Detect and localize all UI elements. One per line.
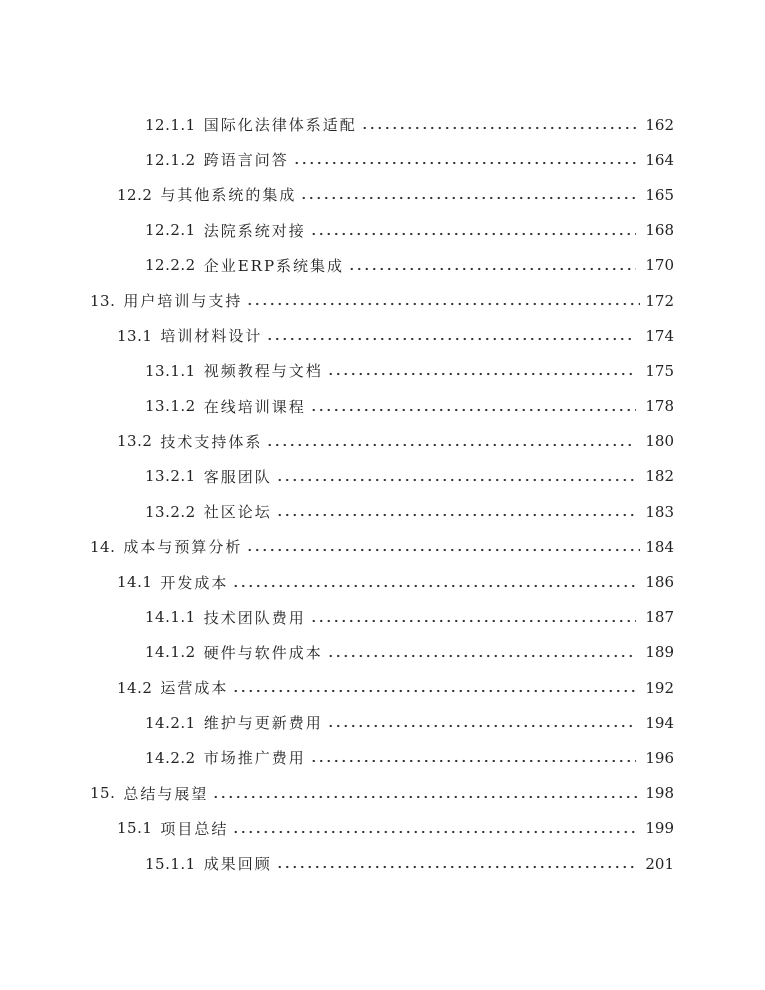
- toc-entry-number: 13.1.1: [145, 361, 196, 380]
- toc-entry-page-number: 172: [645, 291, 674, 310]
- toc-entry-title: 维护与更新费用: [203, 714, 323, 733]
- toc-entry-page-number: 192: [645, 678, 674, 697]
- dot-leader: [266, 434, 636, 449]
- toc-entry-number: 13.1.2: [145, 397, 196, 416]
- toc-entry-page-number: 182: [645, 467, 674, 486]
- toc-entry-number: 13.1: [117, 326, 153, 345]
- toc-entry-number: 14.2: [117, 678, 153, 697]
- dot-leader: [276, 504, 636, 519]
- toc-entry-page-number: 183: [645, 502, 674, 521]
- toc-entry-page-number: 186: [645, 573, 674, 592]
- toc-entry-level-3[interactable]: [0, 142, 765, 177]
- dot-leader: [293, 152, 636, 167]
- toc-entry-number: 12.2: [117, 185, 153, 204]
- toc-entry-number: 13.2.1: [145, 467, 196, 486]
- toc-entry-page-number: 165: [645, 185, 674, 204]
- dot-leader: [310, 610, 636, 625]
- toc-entry-level-2[interactable]: [0, 177, 765, 212]
- dot-leader: [246, 293, 640, 308]
- toc-entry-number: 14.2.2: [145, 748, 196, 767]
- toc-entry-level-2[interactable]: [0, 564, 765, 599]
- toc-entry-page-number: 174: [645, 326, 674, 345]
- toc-entry-level-3[interactable]: [0, 635, 765, 670]
- toc-entry-page-number: 184: [645, 537, 674, 556]
- toc-entry-title: 跨语言问答: [203, 151, 289, 170]
- toc-entry-page-number: 164: [645, 150, 674, 169]
- toc-entry-level-3[interactable]: [0, 389, 765, 424]
- toc-entry-level-3[interactable]: [0, 248, 765, 283]
- toc-entry-title: 开发成本: [160, 573, 229, 592]
- toc-entry-title: 技术团队费用: [203, 608, 306, 627]
- dot-leader: [232, 821, 636, 836]
- dot-leader: [310, 399, 636, 414]
- toc-entry-level-3[interactable]: [0, 600, 765, 635]
- toc-entry-title: 与其他系统的集成: [160, 186, 297, 205]
- table-of-contents: [0, 107, 765, 881]
- toc-entry-level-1[interactable]: [0, 776, 765, 811]
- toc-entry-title: 法院系统对接: [203, 221, 306, 240]
- toc-entry-level-3[interactable]: [0, 213, 765, 248]
- toc-entry-level-3[interactable]: [0, 494, 765, 529]
- toc-entry-number: 15.: [90, 784, 116, 803]
- toc-entry-level-3[interactable]: [0, 740, 765, 775]
- toc-entry-number: 12.2.2: [145, 256, 196, 275]
- toc-entry-number: 14.1: [117, 573, 153, 592]
- toc-entry-number: 14.2.1: [145, 713, 196, 732]
- toc-entry-page-number: 198: [645, 784, 674, 803]
- toc-entry-title: 总结与展望: [123, 784, 209, 803]
- toc-entry-title: 成本与预算分析: [123, 538, 243, 557]
- dot-leader: [348, 258, 636, 273]
- toc-entry-number: 12.1.2: [145, 150, 196, 169]
- toc-entry-title: 硬件与软件成本: [203, 643, 323, 662]
- dot-leader: [246, 539, 640, 554]
- toc-entry-page-number: 180: [645, 432, 674, 451]
- toc-entry-level-3[interactable]: [0, 459, 765, 494]
- toc-entry-title: 视频教程与文档: [203, 362, 323, 381]
- toc-entry-title: 成果回顾: [203, 855, 272, 874]
- dot-leader: [361, 117, 636, 132]
- toc-entry-level-3[interactable]: [0, 846, 765, 881]
- toc-entry-number: 13.: [90, 291, 116, 310]
- dot-leader: [310, 750, 636, 765]
- toc-entry-title: 国际化法律体系适配: [203, 116, 357, 135]
- toc-entry-number: 13.2: [117, 432, 153, 451]
- toc-entry-level-2[interactable]: [0, 811, 765, 846]
- toc-entry-title: 社区论坛: [203, 503, 272, 522]
- toc-entry-level-2[interactable]: [0, 670, 765, 705]
- toc-entry-title: 运营成本: [160, 679, 229, 698]
- dot-leader: [276, 856, 636, 871]
- toc-entry-page-number: 187: [645, 608, 674, 627]
- toc-entry-level-2[interactable]: [0, 424, 765, 459]
- toc-entry-title: 企业ERP系统集成: [203, 256, 345, 275]
- toc-entry-level-1[interactable]: [0, 283, 765, 318]
- toc-entry-page-number: 162: [645, 115, 674, 134]
- toc-entry-title: 项目总结: [160, 819, 229, 838]
- dot-leader: [327, 363, 636, 378]
- dot-leader: [266, 328, 636, 343]
- toc-entry-title: 技术支持体系: [160, 432, 263, 451]
- toc-entry-number: 14.1.2: [145, 643, 196, 662]
- toc-entry-page-number: 178: [645, 397, 674, 416]
- toc-entry-level-3[interactable]: [0, 705, 765, 740]
- toc-entry-page-number: 189: [645, 643, 674, 662]
- toc-entry-title: 培训材料设计: [160, 327, 263, 346]
- toc-entry-page-number: 175: [645, 361, 674, 380]
- toc-entry-title: 客服团队: [203, 467, 272, 486]
- toc-entry-number: 15.1.1: [145, 854, 196, 873]
- toc-entry-number: 14.1.1: [145, 608, 196, 627]
- dot-leader: [276, 469, 636, 484]
- toc-entry-page-number: 170: [645, 256, 674, 275]
- toc-entry-number: 12.2.1: [145, 221, 196, 240]
- toc-entry-level-2[interactable]: [0, 318, 765, 353]
- dot-leader: [212, 786, 640, 801]
- dot-leader: [300, 187, 636, 202]
- toc-entry-page-number: 199: [645, 819, 674, 838]
- toc-entry-number: 13.2.2: [145, 502, 196, 521]
- toc-entry-level-3[interactable]: [0, 353, 765, 388]
- toc-entry-title: 在线培训课程: [203, 397, 306, 416]
- dot-leader: [310, 223, 636, 238]
- toc-entry-page-number: 168: [645, 221, 674, 240]
- toc-entry-page-number: 196: [645, 748, 674, 767]
- toc-entry-title: 用户培训与支持: [123, 292, 243, 311]
- toc-entry-number: 12.1.1: [145, 115, 196, 134]
- toc-entry-page-number: 194: [645, 713, 674, 732]
- dot-leader: [232, 680, 636, 695]
- toc-entry-page-number: 201: [645, 854, 674, 873]
- toc-entry-number: 15.1: [117, 819, 153, 838]
- toc-entry-title: 市场推广费用: [203, 749, 306, 768]
- toc-entry-number: 14.: [90, 537, 116, 556]
- toc-entry-level-1[interactable]: [0, 529, 765, 564]
- toc-entry-level-3[interactable]: [0, 107, 765, 142]
- dot-leader: [327, 645, 636, 660]
- dot-leader: [327, 715, 636, 730]
- dot-leader: [232, 575, 636, 590]
